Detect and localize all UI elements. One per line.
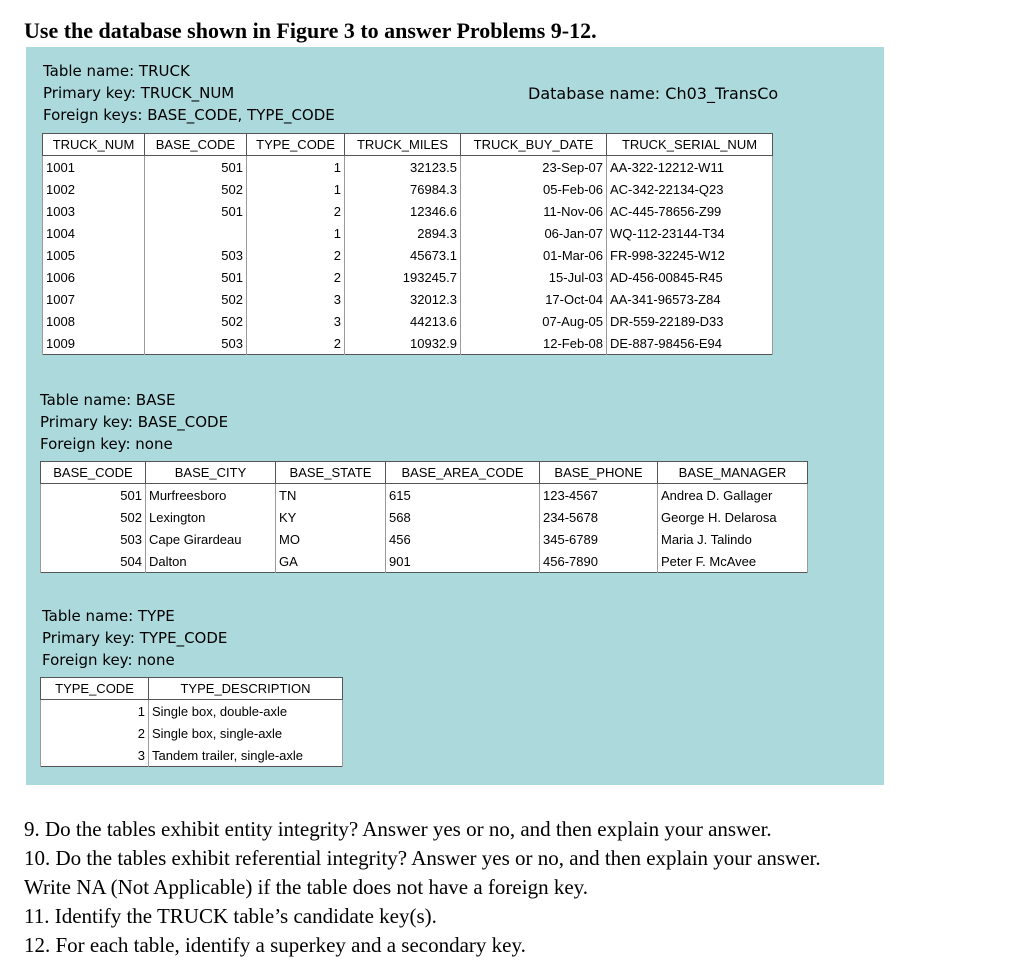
base-primary-key: Primary key: BASE_CODE [40,413,229,431]
table-cell: 10932.9 [345,332,461,355]
table-cell: 1 [247,156,345,179]
table-cell: 1001 [43,156,145,179]
table-cell: FR-998-32245-W12 [607,244,773,266]
table-cell: 502 [145,288,247,310]
table-row [43,288,773,310]
table-cell: DE-887-98456-E94 [607,332,773,355]
table-cell: 1006 [43,266,145,288]
table-cell: 76984.3 [345,178,461,200]
table-cell: 568 [386,506,540,528]
database-name: Database name: Ch03_TransCo [528,84,779,103]
table-cell: Murfreesboro [146,484,276,507]
problem-10: 10. Do the tables exhibit referential integrity? Answer yes or no, and then explain your answer. [24,846,821,870]
table-cell: Tandem trailer, single-axle [149,744,343,767]
base-header-row [41,462,808,484]
problem-9: 9. Do the tables exhibit entity integrity? Answer yes or no, and then explain your answer. [24,817,772,841]
table-cell: Single box, single-axle [149,722,343,744]
table-cell: 1002 [43,178,145,200]
base-table [40,461,808,573]
table-cell: Lexington [146,506,276,528]
table-cell: 456 [386,528,540,550]
table-row [41,744,343,767]
table-cell: 15-Jul-03 [461,266,607,288]
table-cell: GA [276,550,386,573]
column-header: BASE_PHONE [540,462,658,484]
table-cell: 502 [145,310,247,332]
table-cell: 11-Nov-06 [461,200,607,222]
table-cell: 2 [247,332,345,355]
column-header: BASE_CODE [145,134,247,156]
table-cell: 1 [247,178,345,200]
table-cell: 07-Aug-05 [461,310,607,332]
truck-table [42,133,773,355]
column-header: TYPE_CODE [247,134,345,156]
table-cell: 503 [145,332,247,355]
table-cell: Maria J. Talindo [658,528,808,550]
table-cell: 501 [145,266,247,288]
column-header: BASE_AREA_CODE [386,462,540,484]
table-cell: AD-456-00845-R45 [607,266,773,288]
table-row [41,722,343,744]
table-cell: 45673.1 [345,244,461,266]
table-cell: 502 [41,506,146,528]
table-cell: 3 [247,288,345,310]
table-cell: 1004 [43,222,145,244]
page-heading: Use the database shown in Figure 3 to answer Problems 9-12. [24,18,597,43]
type-table [40,677,343,767]
table-cell: 3 [247,310,345,332]
table-cell: MO [276,528,386,550]
table-cell: 1005 [43,244,145,266]
table-cell: 501 [145,200,247,222]
table-cell: 2894.3 [345,222,461,244]
table-cell: Cape Girardeau [146,528,276,550]
base-foreign-key: Foreign key: none [40,435,173,453]
column-header: TYPE_DESCRIPTION [149,678,343,700]
table-row [43,266,773,288]
table-cell: 3 [41,744,149,767]
column-header: TRUCK_SERIAL_NUM [607,134,773,156]
table-cell: 502 [145,178,247,200]
table-cell: 1007 [43,288,145,310]
table-cell: WQ-112-23144-T34 [607,222,773,244]
problem-12: 12. For each table, identify a superkey and a secondary key. [24,933,526,957]
table-cell: TN [276,484,386,507]
table-cell [145,222,247,244]
table-row [41,528,808,550]
table-cell: KY [276,506,386,528]
table-row [41,550,808,573]
table-cell: AC-342-22134-Q23 [607,178,773,200]
base-table-name: Table name: BASE [40,391,176,409]
table-row [43,244,773,266]
table-cell: 193245.7 [345,266,461,288]
problem-11: 11. Identify the TRUCK table’s candidate key(s). [24,904,437,928]
table-cell: George H. Delarosa [658,506,808,528]
problem-10-note: Write NA (Not Applicable) if the table does not have a foreign key. [24,875,589,899]
truck-foreign-keys: Foreign keys: BASE_CODE, TYPE_CODE [43,106,335,124]
table-cell: 1009 [43,332,145,355]
column-header: TRUCK_NUM [43,134,145,156]
problem-list [24,815,821,960]
column-header: TRUCK_MILES [345,134,461,156]
truck-header-row [43,134,773,156]
table-cell: 1 [41,700,149,723]
table-row [43,222,773,244]
table-row [43,200,773,222]
type-table-meta [42,605,227,671]
table-cell: 901 [386,550,540,573]
table-cell: 234-5678 [540,506,658,528]
table-cell: 12-Feb-08 [461,332,607,355]
column-header: TRUCK_BUY_DATE [461,134,607,156]
table-cell: 503 [41,528,146,550]
table-cell: AA-322-12212-W11 [607,156,773,179]
table-cell: 1003 [43,200,145,222]
table-cell: 501 [41,484,146,507]
table-row [43,310,773,332]
column-header: BASE_MANAGER [658,462,808,484]
truck-table-name: Table name: TRUCK [43,62,190,80]
table-cell: Single box, double-axle [149,700,343,723]
table-row [43,178,773,200]
table-cell: AA-341-96573-Z84 [607,288,773,310]
column-header: BASE_CITY [146,462,276,484]
type-table-name: Table name: TYPE [42,607,175,625]
table-cell: Peter F. McAvee [658,550,808,573]
table-cell: 44213.6 [345,310,461,332]
table-cell: DR-559-22189-D33 [607,310,773,332]
table-cell: 23-Sep-07 [461,156,607,179]
table-cell: 503 [145,244,247,266]
truck-primary-key: Primary key: TRUCK_NUM [43,84,235,102]
table-cell: 2 [247,244,345,266]
table-cell: 504 [41,550,146,573]
table-cell: Andrea D. Gallager [658,484,808,507]
table-cell: 2 [41,722,149,744]
table-cell: AC-445-78656-Z99 [607,200,773,222]
table-cell: 17-Oct-04 [461,288,607,310]
table-cell: 05-Feb-06 [461,178,607,200]
column-header: BASE_STATE [276,462,386,484]
table-cell: 32012.3 [345,288,461,310]
table-row [41,484,808,507]
type-foreign-key: Foreign key: none [42,651,175,669]
table-row [43,156,773,179]
table-cell: 32123.5 [345,156,461,179]
table-cell: Dalton [146,550,276,573]
table-cell: 12346.6 [345,200,461,222]
table-row [43,332,773,355]
table-cell: 345-6789 [540,528,658,550]
truck-table-meta [43,60,335,126]
table-cell: 123-4567 [540,484,658,507]
table-cell: 1008 [43,310,145,332]
table-cell: 06-Jan-07 [461,222,607,244]
column-header: TYPE_CODE [41,678,149,700]
table-row [41,506,808,528]
table-cell: 501 [145,156,247,179]
table-cell: 2 [247,266,345,288]
column-header: BASE_CODE [41,462,146,484]
table-cell: 1 [247,222,345,244]
type-header-row [41,678,343,700]
table-cell: 2 [247,200,345,222]
table-cell: 456-7890 [540,550,658,573]
table-cell: 615 [386,484,540,507]
base-table-meta [40,389,228,455]
table-row [41,700,343,723]
table-cell: 01-Mar-06 [461,244,607,266]
type-primary-key: Primary key: TYPE_CODE [42,629,228,647]
